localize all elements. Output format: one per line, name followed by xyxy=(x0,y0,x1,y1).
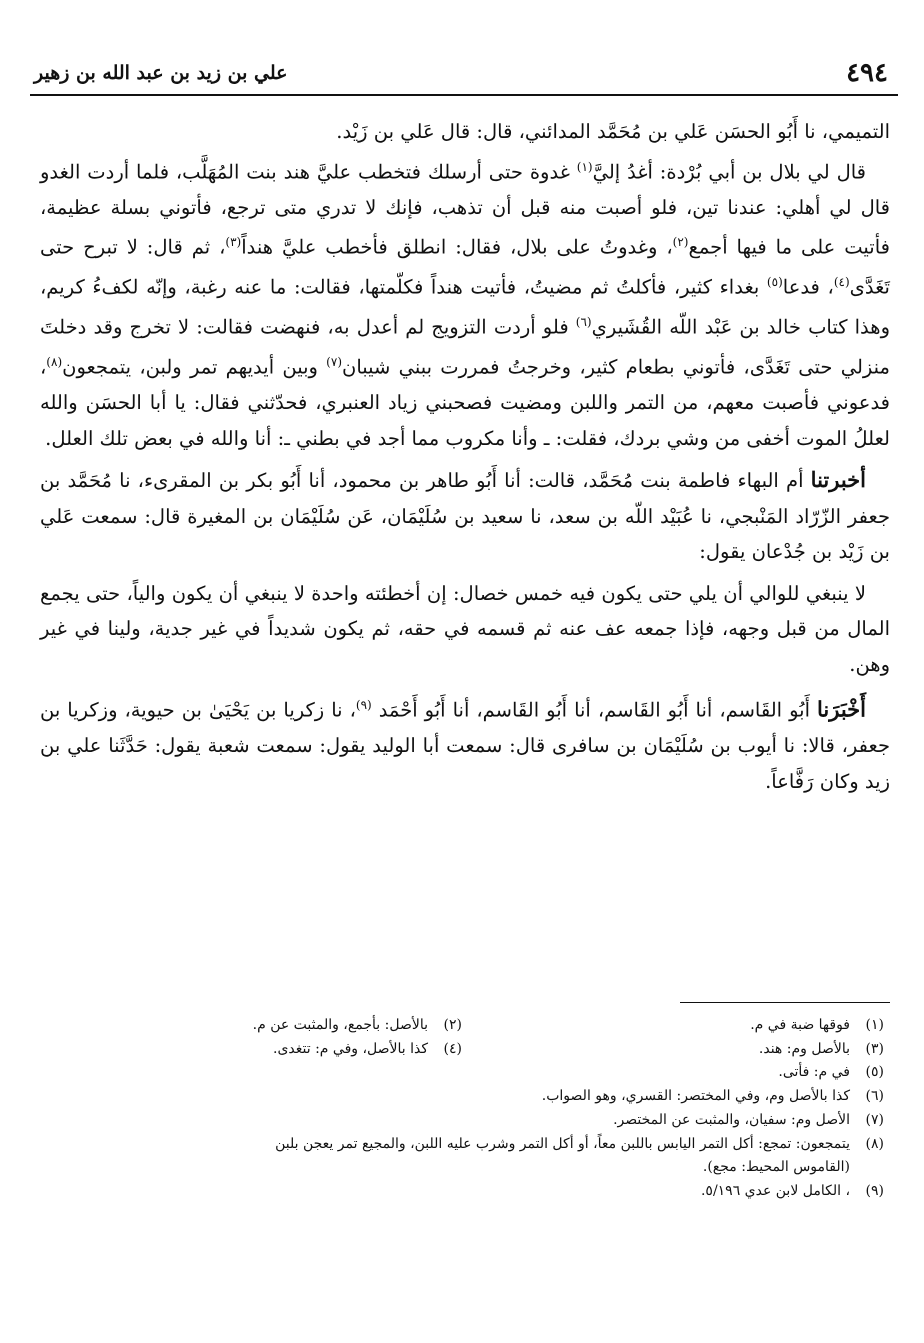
footnote-9: (٩)، الكامل لابن عدي ٥/١٩٦. xyxy=(700,1182,884,1199)
paragraph-4: لا ينبغي للوالي أن يلي حتى يكون فيه خمس خصال: إن أخطئته واحدة لا ينبغي أن يكون والياً، حتى يجمع المال من قبل وجهه، فإذا جمعه عف عنه ثم قسمه في حقه، ثم يكون شديداً في غير جدية، ولينا في غير وهن. xyxy=(40,581,890,676)
lead-word: أَخْبَرَنا xyxy=(817,696,866,722)
paragraph-5: أَخْبَرَنا أَبُو القَاسم، أنا أَبُو القَاسم، أنا أَبُو القَاسم، أنا أَبُو أَحْمَد $^{(٩)}$، نا زكريا بن يَحْيَىٰ بن حيوية، وزكريا بن جعفر، قالا: نا أيوب بن سُلَيْمَان بن سافرى قال: سمعت أبا الوليد يقول: سمعت شعبة يقول: حَدَّثَنا علي بن زيد وكان رَفَّاعاً. xyxy=(40,696,890,793)
header-rule xyxy=(30,94,898,96)
footnote-ref-1[interactable]: (١) xyxy=(576,159,593,174)
footnote-ref-4[interactable]: (٤) xyxy=(833,275,850,289)
footnote-ref-6[interactable]: (٦) xyxy=(575,315,592,329)
footnotes xyxy=(40,1014,884,1204)
footnote-row xyxy=(40,1014,884,1038)
paragraph-1: التميمي، نا أَبُو الحسَن عَلي بن مُحَمَّد المدائني، قال: قال عَلي بن زَيْد. xyxy=(336,120,890,143)
page-number: ٤٩٤ xyxy=(846,58,888,88)
footnote-ref-7[interactable]: (٧) xyxy=(326,355,342,369)
footnote-7: (٧)الأصل وم: سفيان، والمثبت عن المختصر. xyxy=(613,1111,884,1128)
main-text xyxy=(40,114,890,799)
footnote-4: (٤)كذا بالأصل، وفي م: تتغدى. xyxy=(273,1040,462,1057)
footnote-ref-8[interactable]: (٨) xyxy=(46,355,63,369)
footnote-ref-5[interactable]: (٥) xyxy=(766,275,783,289)
footnote-8-continuation: (القاموس المحيط: مجع). xyxy=(702,1159,850,1176)
paragraph-3: أخبرتنا أم البهاء فاطمة بنت مُحَمَّد، قالت: أنا أَبُو طاهر بن محمود، أنا أَبُو بكر بن المقرىء، نا مُحَمَّد بن جعفر الزّرّاد المَنْبجي، نا عُبَيْد اللّه بن سعد، نا سعيد بن سُلَيْمَان، عَن سُلَيْمَان بن المغيرة قال: سمعت عَلي بن زَيْد بن جُدْعان يقول: xyxy=(40,467,890,563)
footnote-ref-3[interactable]: (٣) xyxy=(225,235,242,249)
footnote-3: (٣)بالأصل وم: هند. xyxy=(758,1040,884,1057)
footnote-rule xyxy=(680,1002,890,1003)
footnote-5: (٥)في م: فأتى. xyxy=(778,1064,884,1081)
footnote-2: (٢)بالأصل: بأجمع، والمثبت عن م. xyxy=(252,1017,462,1033)
footnote-6: (٦)كذا بالأصل وم، وفي المختصر: القسري، وهو الصواب. xyxy=(541,1088,884,1105)
footnote-1: (١)فوقها ضبة في م. xyxy=(750,1017,884,1033)
footnote-row xyxy=(40,1038,884,1062)
footnote-8: (٨)يتمجعون: تمجع: أكل التمر اليابس باللبن معاً، أو أكل التمر وشرب عليه اللبن، والمجيع تمر يعجن بلبن xyxy=(275,1135,884,1152)
running-title: علي بن زيد بن عبد الله بن زهير xyxy=(34,62,288,84)
footnote-ref-9[interactable]: (٩) xyxy=(355,698,372,712)
lead-word: أخبرتنا xyxy=(810,467,866,492)
page-header xyxy=(30,50,898,94)
footnote-ref-2[interactable]: (٢) xyxy=(672,235,689,249)
paragraph-2: قال لي بلال بن أبي بُرْدة: أغدُ إليَّ$^{(١)}$ غدوة حتى أرسلك فتخطب عليَّ هند بنت المُهَلَّب، فلما أردت الغدو قال لي أهلي: عندنا تين، فلو أصبت منه قبل أن تذهب، فإنك لا تدري متى ترجع، فأتوني بسلة عظيمة، فأتيت على ما فيها أجمع$^{(٢)}$، وغدوتُ على بلال، فقال: انطلق فأخطب عليَّ هنداً$^{(٣)}$، ثم قال: لا تبرح حتى تَغَدَّى$^{(٤)}$، فدعا$^{(٥)}$ بغداء كثير، فأكلتُ ثم مضيتُ، فأتيت هنداً فكلّمتها، فقالت: ما عنه رغبة، وإنّه لكفءُ كريم، وهذا كتاب خالد بن عَبْد اللّه القُشَيري$^{(٦)}$ فلو أردت التزويج لم أعدل به، فنهضت فقالت: لا تخرج وقد دخلتَ منزلي حتى تَغَدَّى، فأتوني بطعام كثير، وخرجتُ فمررت ببني شيبان$^{(٧)}$ وبين أيديهم تمر ولبن، يتمجعون$^{(٨)}$، فدعوني فأصبت معهم، من التمر واللبن ومضيت فصحبني زياد العنبري، فحدّثني فقال: يا أبا الحسَن والله لعللُ الموت أخفى من وشي بردك، فقلت: ـ وأنا مكروب مما أجد في بطني ـ: أنا والله في بعض تلك العلل. xyxy=(40,159,890,450)
